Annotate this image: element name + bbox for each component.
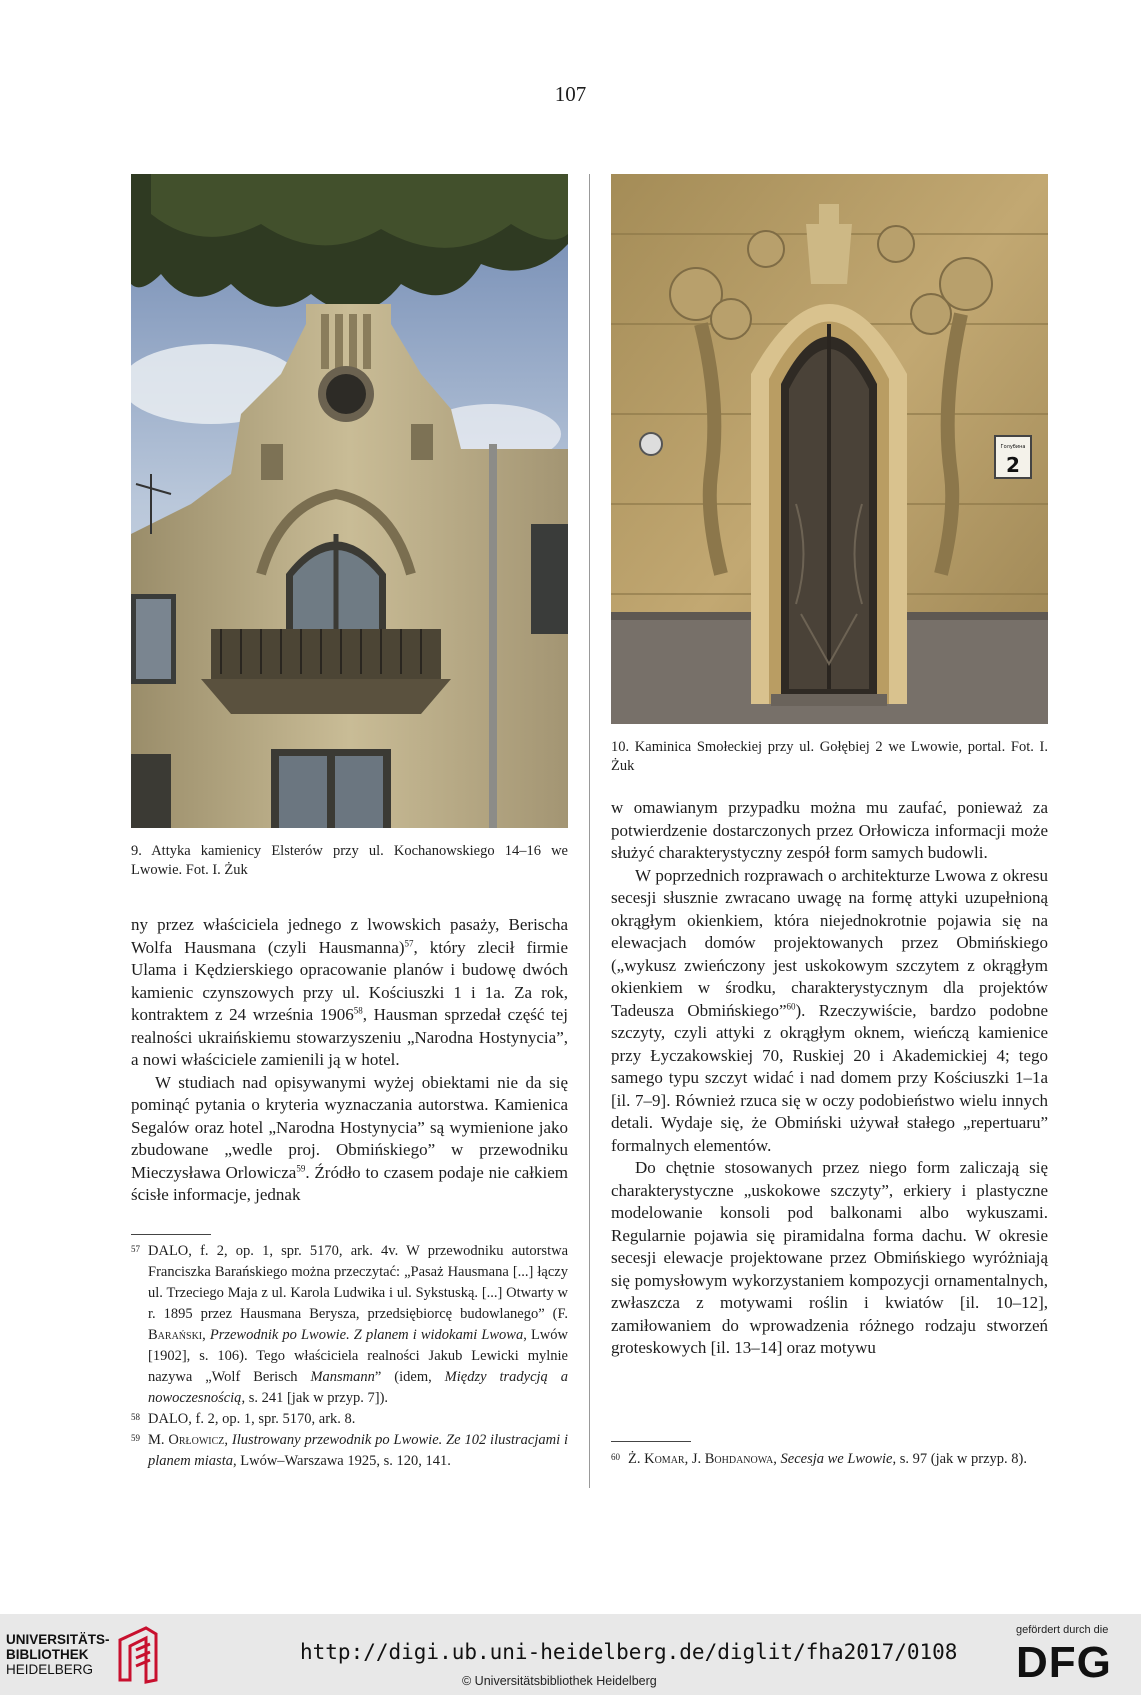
- footnote-ref-59[interactable]: 59: [296, 1162, 306, 1173]
- footnote-ref-57[interactable]: 57: [404, 937, 414, 948]
- footnote-57: 57 DALO, f. 2, op. 1, spr. 5170, ark. 4v. W przewodniku autorstwa Franciszka Barańskiego można przeczytać: „Pasaż Hausmana [...] łączy ul. Trzeciego Maja z ul. Karola Ludwika i ul. Sykstuską. [...] Otwarty w r. 1895 przez Hausmana Berysza, przedsiębiorcę budowlanego” (F. Barański, Przewodnik po Lwowie. Z planem i widokami Lwowa, Lwów [1902], s. 106). Tego właściciela realności Jakub Lewicki mylnie nazywa „Wolf Berisch Mansmann” (idem, Między tradycją a nowoczesnością, s. 241 [jak w przyp. 7]).: [131, 1243, 568, 1406]
- footnote-rule: [131, 1234, 211, 1235]
- library-logo[interactable]: UNIVERSITÄTS- BIBLIOTHEK HEIDELBERG: [6, 1632, 110, 1677]
- paragraph: Do chętnie stosowanych przez niego form zaliczają się charakterystyczne „uskokowe szczyty”, erkiery i plastyczne modelowanie konsoli pod balkonami albo wykuszami. Regularnie pojawia się piramidalna forma dachu. W okresie secesji elewacje projektowane przez Obmińskiego wyróżniają się pomysłowym wykorzystaniem kompozycji ornamentalnych, zwłaszcza z motywami roślin i kwiatów [il. 10–12], zamiłowaniem do wprowadzenia różnego rodzaju stworzeń groteskowych [il. 13–14] oraz motywu: [611, 1158, 1048, 1357]
- footnote-rule: [611, 1441, 691, 1442]
- footer-bar: [0, 1614, 1141, 1695]
- plaque-street: Голубина: [1000, 444, 1026, 450]
- column-divider: [589, 174, 590, 1488]
- right-column-text: [611, 797, 1048, 1360]
- footnote-60: 60 Ż. Komar, J. Bohdanowa, Secesja we Lwowie, s. 97 (jak w przyp. 8).: [611, 1451, 1028, 1467]
- dfg-logo[interactable]: DFG: [1016, 1638, 1112, 1687]
- paragraph: ny przez właściciela jednego z lwowskich pasaży, Berischa Wolfa Hausmana (czyli Hausmanna)$^{57}$, który zlecił firmie Ulama i Kędzierskiego opracowanie planów i budowę dwóch kamienic czynszowych przy ul. Kościuszki 1 i 1a. Za rok, kontraktem z 24 września 1906$^{58}$, Hausman sprzedał część tej realności ukraińskiemu stowarzyszeniu „Narodna Hostynycia”, a nowi właściciele zamienili ją w hotel.: [131, 915, 568, 1069]
- page-number: 107: [554, 82, 587, 106]
- footnote-58: 58 DALO, f. 2, op. 1, spr. 5170, ark. 8.: [131, 1411, 356, 1427]
- figure-9-caption: 9. Attyka kamienicy Elsterów przy ul. Kochanowskiego 14–16 we Lwowie. Fot. I. Żuk: [131, 843, 568, 878]
- paragraph: W poprzednich rozprawach o architekturze Lwowa z okresu secesji słusznie zwracano uwagę na formę attyki uzupełnioną okrągłym okienkiem, która niejednokrotnie pojawia się na elewacjach domów projektowanych przez Obmińskiego („wykusz zwieńczony jest uskokowym szczytem z okrągłym okienkiem w środku, charakterystycznym dla projektów Tadeusza Obmińskiego”$^{60}$). Rzeczywiście, bardzo podobne szczyty, czyli attyki z okrągłym oknem, wieńczą kamienice przy Łyczakowskiej 70, Ruskiej 20 i Akademickiej 4; tego samego typu szczyt widać i nad domem przy Kościuszki 1–1a [il. 7–9]. Również rzuca się w oczy podobieństwo wielu innych detali. Wydaje się, że Obmiński używał stałego „repertuaru” formalnych elementów.: [611, 865, 1048, 1155]
- paragraph: W studiach nad opisywanymi wyżej obiektami nie da się pominąć pytania o kryteria wyznaczania autorstwa. Kamienica Segalów oraz hotel „Narodna Hostynycia” są wymienione jako zbudowane „wedle proj. Obmińskiego” w przewodniku Mieczysława Orlowicza$^{59}$. Źródło to czasem podaje nie całkiem ścisłe informacje, jednak: [131, 1072, 569, 1204]
- portal-image: [611, 174, 1048, 724]
- figure-9-photo: [131, 174, 568, 828]
- copyright-notice: © Universitätsbibliothek Heidelberg: [462, 1674, 657, 1688]
- plaque-number: 2: [1006, 453, 1020, 477]
- figure-10-photo: [611, 174, 1048, 724]
- attic-facade-image: [131, 174, 568, 828]
- footnote-ref-58[interactable]: 58: [353, 1005, 363, 1016]
- footnote-ref-60[interactable]: 60: [786, 1000, 796, 1011]
- left-column-text: [131, 914, 568, 1207]
- footnotes-left: [131, 1241, 568, 1472]
- footnotes-right: [611, 1449, 1048, 1470]
- footnote-59: 59 M. Orłowicz, Ilustrowany przewodnik po Lwowie. Ze 102 ilustracjami i planem miasta, Lwów–Warszawa 1925, s. 120, 141.: [131, 1432, 569, 1469]
- permalink-url[interactable]: http://digi.ub.uni-heidelberg.de/diglit/fha2017/0108: [300, 1640, 958, 1664]
- funding-note: gefördert durch die: [1016, 1624, 1109, 1636]
- library-mark-icon: [116, 1624, 160, 1684]
- figure-10-caption: 10. Kaminica Smołeckiej przy ul. Gołębiej 2 we Lwowie, portal. Fot. I. Żuk: [611, 739, 1048, 774]
- paragraph: w omawianym przypadku można mu zaufać, ponieważ za potwierdzenie dostarczonych przez Orłowicza informacji może służyć charakterystyczny zespół form samych budowli.: [611, 798, 1048, 862]
